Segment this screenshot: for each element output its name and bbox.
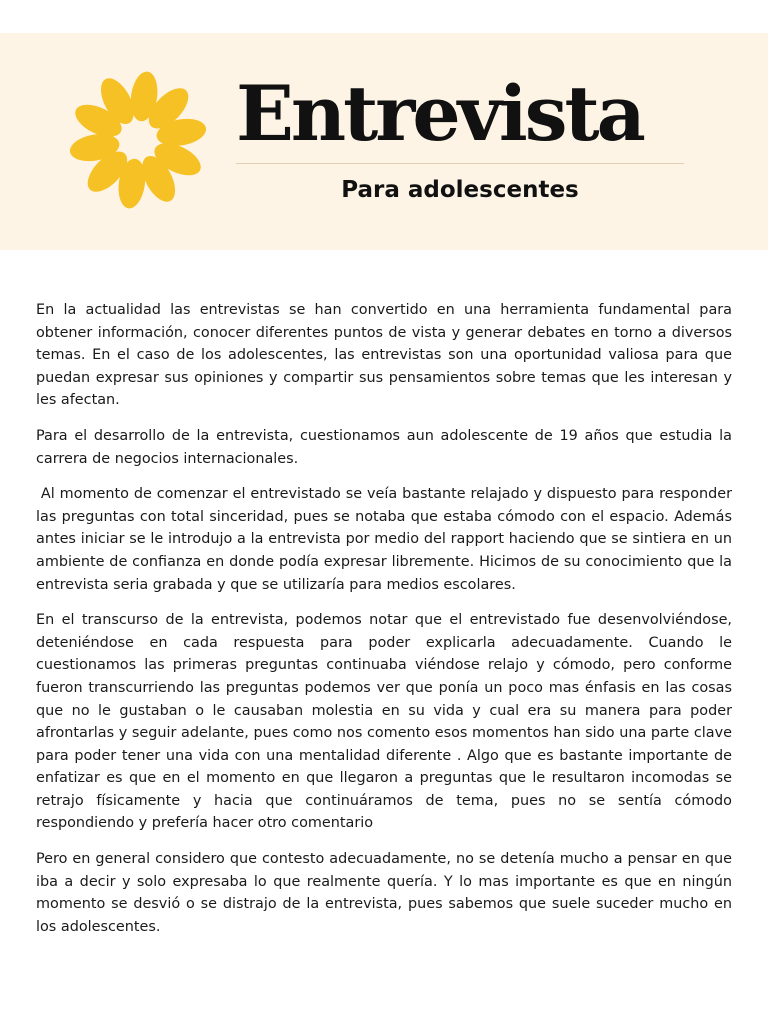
paragraph-conclusion: Pero en general considero que contesto adecuadamente, no se detenía mucho a pensar en que iba a decir y solo expresaba lo que realmente quería. Y lo mas importante es que en ningún momento se desvió o se distrajo de la entrevista, pues sabemos que suele suceder mucho en los adolescentes.: [36, 851, 732, 935]
flower-icon: [66, 71, 210, 209]
page-title: Entrevista: [236, 69, 643, 158]
paragraph-development: En el transcurso de la entrevista, podemos notar que el entrevistado fue desenvolviéndose, deteniéndose en cada respuesta para poder explicarla adecuadamente. Cuando le cuestionamos las primeras preguntas continuaba viéndose relajo y cómodo, pero conforme fueron transcurriendo las preguntas podemos ver que ponía un poco mas énfasis en las cosas que no le gustaban o le causaban molestia en su vida y cual era su manera para poder afrontarlas y seguir adelante, pues como nos comento esos momentos han sido una parte clave para poder tener una vida con una mentalidad diferente . Algo que es bastante importante de enfatizar es que en el momento en que llegaron a preguntas que le resultaron incomodas se retrajo físicamente y hacia que continuáramos de tema, pues no se sentía cómodo respondiendo y prefería hacer otro comentario: [36, 612, 732, 832]
article-body: [36, 299, 737, 951]
title-divider: [236, 163, 684, 164]
paragraph-interviewee: Para el desarrollo de la entrevista, cuestionamos aun adolescente de 19 años que estudia la carrera de negocios internacionales.: [36, 427, 732, 467]
page-subtitle: Para adolescentes: [341, 177, 579, 203]
paragraph-start: Al momento de comenzar el entrevistado se veía bastante relajado y dispuesto para responder las preguntas con total sinceridad, pues se notaba que estaba cómodo con el espacio. Además antes iniciar se le introdujo a la entrevista por medio del rapport haciendo que se sintiera en un ambiente de confianza en donde podía expresar libremente. Hicimos de su conocimiento que la entrevista seria grabada y que se utilizaría para medios escolares.: [36, 486, 737, 593]
paragraph-intro: En la actualidad las entrevistas se han convertido en una herramienta fundamental para obtener información, conocer diferentes puntos de vista y generar debates en torno a diversos temas. En el caso de los adolescentes, las entrevistas son una oportunidad valiosa para que puedan expresar sus opiniones y compartir sus pensamientos sobre temas que les interesan y les afectan.: [36, 302, 732, 409]
